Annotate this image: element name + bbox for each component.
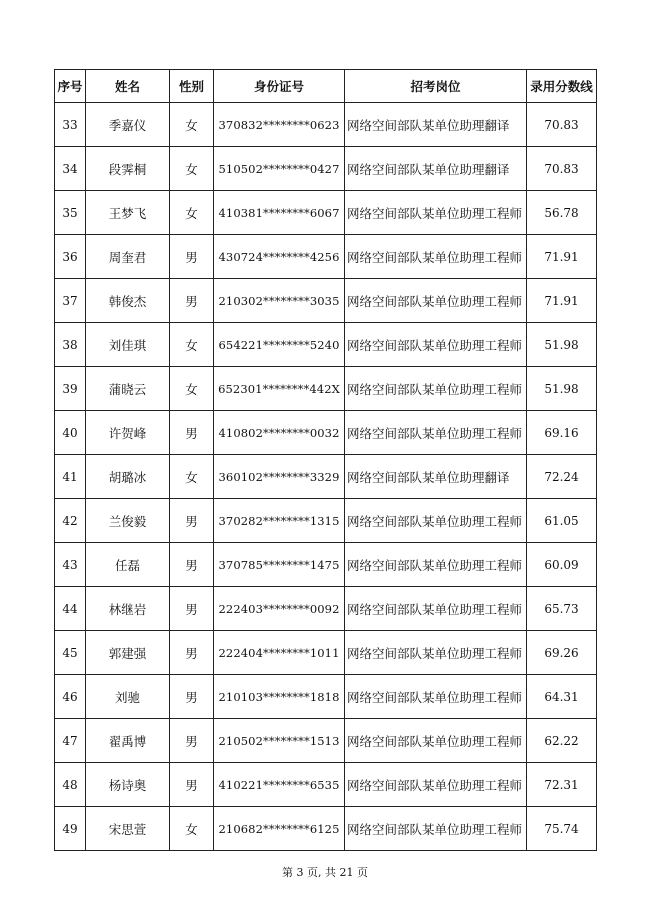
cell-id-number: 210502********1513 [214, 719, 345, 763]
cell-position: 网络空间部队某单位助理工程师 [345, 411, 527, 455]
cell-id-number: 652301********442X [214, 367, 345, 411]
cell-seq: 38 [55, 323, 86, 367]
header-gender: 性别 [170, 70, 214, 103]
cell-gender: 女 [170, 147, 214, 191]
cell-position: 网络空间部队某单位助理工程师 [345, 807, 527, 851]
cell-seq: 48 [55, 763, 86, 807]
cell-score: 70.83 [527, 147, 597, 191]
cell-seq: 49 [55, 807, 86, 851]
header-score: 录用分数线 [527, 70, 597, 103]
cell-seq: 35 [55, 191, 86, 235]
table-row [55, 191, 597, 235]
cell-name: 任磊 [86, 543, 170, 587]
cell-position: 网络空间部队某单位助理工程师 [345, 587, 527, 631]
cell-score: 72.24 [527, 455, 597, 499]
cell-name: 王梦飞 [86, 191, 170, 235]
cell-score: 65.73 [527, 587, 597, 631]
cell-gender: 男 [170, 587, 214, 631]
cell-name: 刘驰 [86, 675, 170, 719]
table-header-row [55, 70, 597, 103]
cell-id-number: 410221********6535 [214, 763, 345, 807]
cell-score: 71.91 [527, 235, 597, 279]
cell-id-number: 210103********1818 [214, 675, 345, 719]
cell-gender: 男 [170, 675, 214, 719]
cell-score: 56.78 [527, 191, 597, 235]
cell-gender: 女 [170, 455, 214, 499]
cell-id-number: 510502********0427 [214, 147, 345, 191]
cell-seq: 47 [55, 719, 86, 763]
cell-position: 网络空间部队某单位助理工程师 [345, 675, 527, 719]
cell-position: 网络空间部队某单位助理工程师 [345, 499, 527, 543]
cell-position: 网络空间部队某单位助理工程师 [345, 763, 527, 807]
table-row [55, 367, 597, 411]
cell-gender: 女 [170, 807, 214, 851]
cell-gender: 男 [170, 411, 214, 455]
cell-gender: 男 [170, 763, 214, 807]
cell-id-number: 430724********4256 [214, 235, 345, 279]
table-row [55, 279, 597, 323]
cell-gender: 女 [170, 103, 214, 147]
table-row [55, 631, 597, 675]
cell-id-number: 222403********0092 [214, 587, 345, 631]
cell-gender: 女 [170, 323, 214, 367]
header-position: 招考岗位 [345, 70, 527, 103]
cell-seq: 36 [55, 235, 86, 279]
cell-seq: 39 [55, 367, 86, 411]
cell-gender: 男 [170, 719, 214, 763]
table-row [55, 807, 597, 851]
cell-name: 郭建强 [86, 631, 170, 675]
cell-name: 蒲晓云 [86, 367, 170, 411]
cell-name: 韩俊杰 [86, 279, 170, 323]
cell-score: 69.26 [527, 631, 597, 675]
cell-gender: 女 [170, 191, 214, 235]
table-row [55, 719, 597, 763]
table-row [55, 499, 597, 543]
cell-gender: 女 [170, 367, 214, 411]
cell-position: 网络空间部队某单位助理工程师 [345, 543, 527, 587]
page-footer: 第 3 页, 共 21 页 [282, 866, 368, 879]
cell-seq: 42 [55, 499, 86, 543]
cell-position: 网络空间部队某单位助理工程师 [345, 279, 527, 323]
cell-id-number: 410802********0032 [214, 411, 345, 455]
table-row [55, 235, 597, 279]
cell-name: 刘佳琪 [86, 323, 170, 367]
cell-gender: 男 [170, 543, 214, 587]
cell-gender: 男 [170, 235, 214, 279]
admission-table [54, 69, 597, 851]
table-row [55, 323, 597, 367]
cell-score: 75.74 [527, 807, 597, 851]
cell-name: 兰俊毅 [86, 499, 170, 543]
cell-name: 季嘉仪 [86, 103, 170, 147]
cell-score: 70.83 [527, 103, 597, 147]
cell-name: 林继岩 [86, 587, 170, 631]
cell-seq: 43 [55, 543, 86, 587]
cell-seq: 41 [55, 455, 86, 499]
cell-name: 杨诗奥 [86, 763, 170, 807]
cell-name: 宋思萱 [86, 807, 170, 851]
cell-position: 网络空间部队某单位助理工程师 [345, 367, 527, 411]
cell-id-number: 410381********6067 [214, 191, 345, 235]
cell-position: 网络空间部队某单位助理工程师 [345, 631, 527, 675]
table-row [55, 147, 597, 191]
cell-id-number: 654221********5240 [214, 323, 345, 367]
cell-id-number: 370785********1475 [214, 543, 345, 587]
table-row [55, 543, 597, 587]
cell-score: 51.98 [527, 323, 597, 367]
cell-position: 网络空间部队某单位助理工程师 [345, 235, 527, 279]
cell-score: 62.22 [527, 719, 597, 763]
cell-name: 胡璐冰 [86, 455, 170, 499]
header-id-number: 身份证号 [214, 70, 345, 103]
cell-gender: 男 [170, 279, 214, 323]
table-row [55, 763, 597, 807]
cell-name: 许贺峰 [86, 411, 170, 455]
cell-name: 周奎君 [86, 235, 170, 279]
table-body [55, 103, 597, 851]
cell-id-number: 222404********1011 [214, 631, 345, 675]
cell-score: 64.31 [527, 675, 597, 719]
cell-score: 60.09 [527, 543, 597, 587]
cell-id-number: 210302********3035 [214, 279, 345, 323]
cell-position: 网络空间部队某单位助理翻译 [345, 147, 527, 191]
cell-score: 72.31 [527, 763, 597, 807]
cell-name: 翟禹博 [86, 719, 170, 763]
cell-position: 网络空间部队某单位助理工程师 [345, 191, 527, 235]
cell-position: 网络空间部队某单位助理工程师 [345, 323, 527, 367]
cell-score: 71.91 [527, 279, 597, 323]
cell-name: 段霁桐 [86, 147, 170, 191]
header-seq: 序号 [55, 70, 86, 103]
table-row [55, 587, 597, 631]
table-row [55, 455, 597, 499]
cell-seq: 33 [55, 103, 86, 147]
header-name: 姓名 [86, 70, 170, 103]
cell-seq: 37 [55, 279, 86, 323]
cell-seq: 34 [55, 147, 86, 191]
cell-id-number: 370832********0623 [214, 103, 345, 147]
cell-score: 61.05 [527, 499, 597, 543]
cell-position: 网络空间部队某单位助理工程师 [345, 719, 527, 763]
table-row [55, 675, 597, 719]
cell-position: 网络空间部队某单位助理翻译 [345, 103, 527, 147]
cell-id-number: 210682********6125 [214, 807, 345, 851]
cell-id-number: 360102********3329 [214, 455, 345, 499]
cell-gender: 男 [170, 499, 214, 543]
cell-seq: 44 [55, 587, 86, 631]
cell-seq: 40 [55, 411, 86, 455]
table-row [55, 411, 597, 455]
cell-id-number: 370282********1315 [214, 499, 345, 543]
cell-gender: 男 [170, 631, 214, 675]
cell-score: 69.16 [527, 411, 597, 455]
cell-seq: 45 [55, 631, 86, 675]
cell-seq: 46 [55, 675, 86, 719]
table-row [55, 103, 597, 147]
cell-score: 51.98 [527, 367, 597, 411]
cell-position: 网络空间部队某单位助理翻译 [345, 455, 527, 499]
